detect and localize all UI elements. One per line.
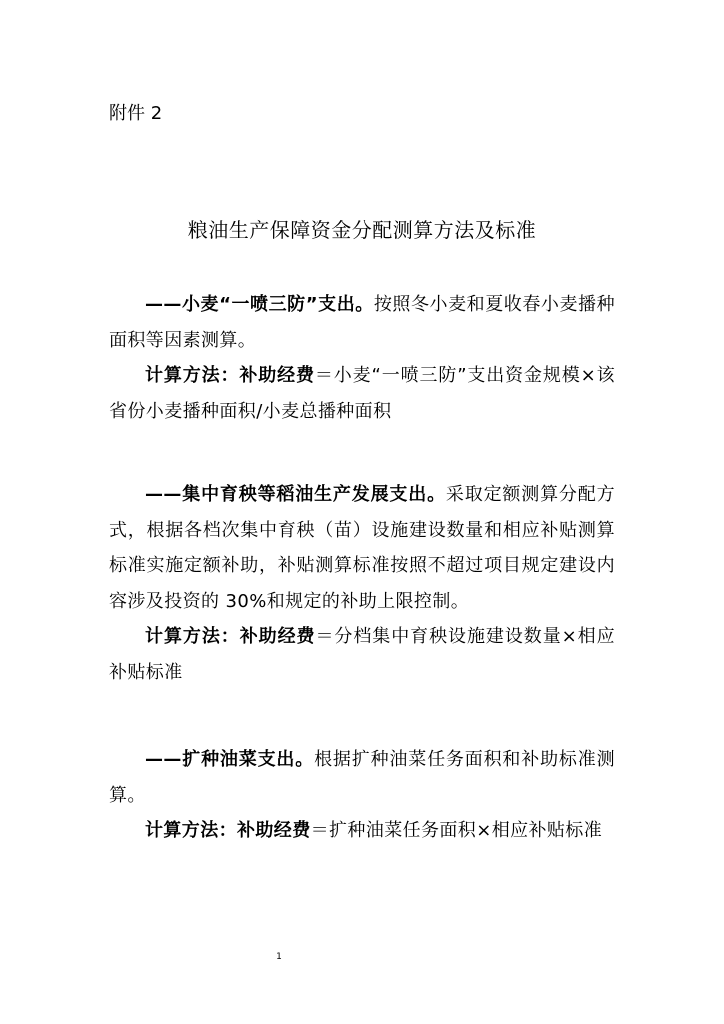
formula-label: 计算方法：补助经费 bbox=[145, 820, 311, 841]
section-heading: ——扩种油菜支出。 bbox=[145, 749, 315, 770]
section-rice-oil bbox=[109, 477, 615, 690]
formula-text: ＝扩种油菜任务面积×相应补贴标准 bbox=[310, 820, 603, 841]
section-heading: ——集中育秧等稻油生产发展支出。 bbox=[145, 484, 446, 505]
formula-paragraph bbox=[109, 358, 615, 429]
section-paragraph bbox=[109, 287, 615, 358]
document-title: 粮油生产保障资金分配测算方法及标准 bbox=[187, 218, 537, 242]
formula-paragraph bbox=[109, 619, 615, 690]
section-wheat bbox=[109, 287, 615, 429]
formula-text: ＝分档集中育秧设施建设数量×相应补贴标准 bbox=[109, 626, 615, 683]
section-paragraph bbox=[109, 477, 615, 619]
formula-text: ＝小麦“一喷三防”支出资金规模×该省份小麦播种面积/小麦总播种面积 bbox=[109, 365, 615, 422]
section-body: 根据扩种油菜任务面积和补助标准测算。 bbox=[109, 749, 615, 806]
attachment-label: 附件 2 bbox=[109, 103, 163, 124]
section-body: 按照冬小麦和夏收春小麦播种面积等因素测算。 bbox=[109, 294, 615, 351]
page-number: 1 bbox=[276, 952, 282, 962]
section-rapeseed bbox=[109, 742, 615, 849]
section-body: 采取定额测算分配方式，根据各档次集中育秧（苗）设施建设数量和相应补贴测算标准实施定额补助，补贴测算标准按照不超过项目规定建设内容涉及投资的 30%和规定的补助上限控制。 bbox=[109, 484, 615, 612]
formula-label: 计算方法：补助经费 bbox=[145, 365, 315, 386]
section-heading: ——小麦“一喷三防”支出。 bbox=[145, 294, 374, 315]
formula-paragraph bbox=[109, 813, 615, 849]
formula-label: 计算方法：补助经费 bbox=[145, 626, 316, 647]
section-paragraph bbox=[109, 742, 615, 813]
